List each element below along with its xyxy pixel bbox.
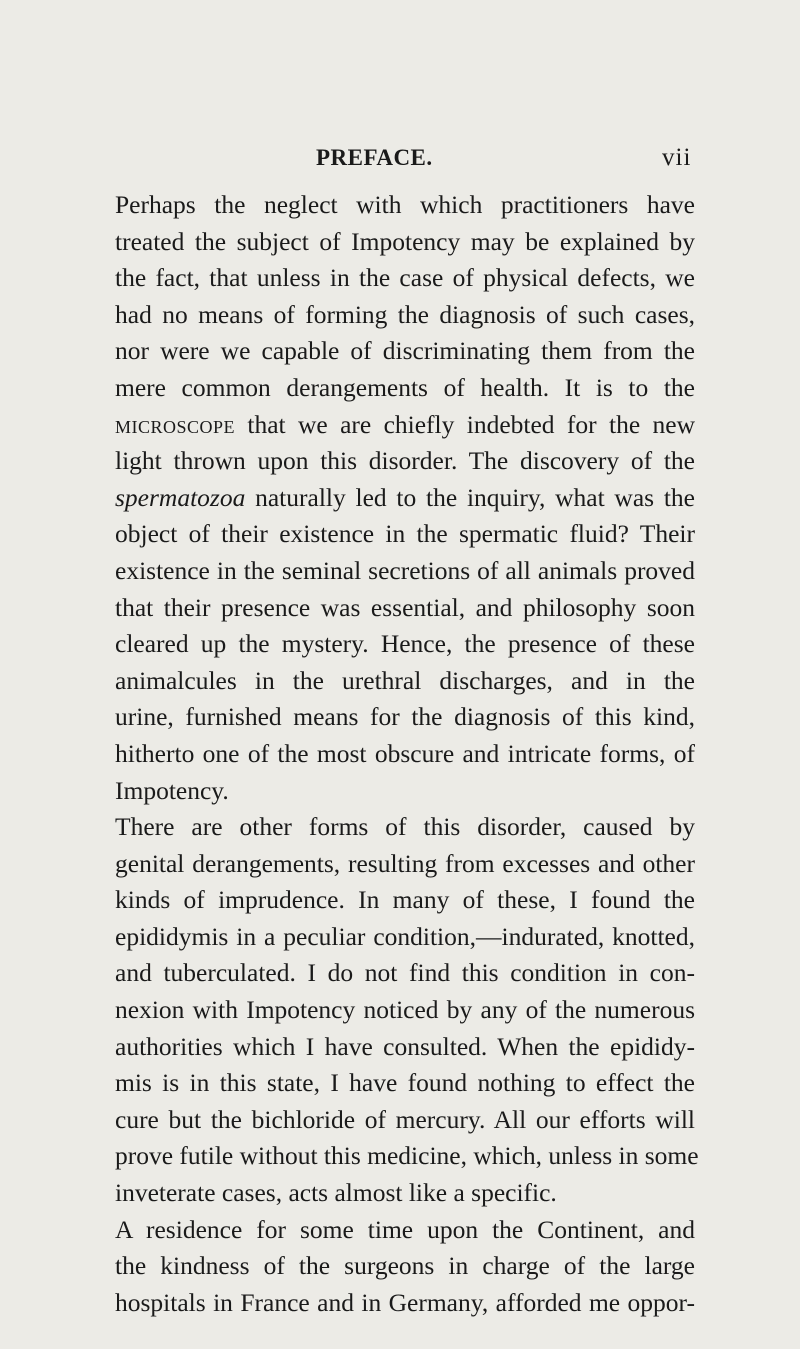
text-line: genital derangements, resulting from excesses and other bbox=[115, 848, 695, 878]
text-line: epididymis in a peculiar condition,—indurated, knotted, bbox=[115, 921, 695, 951]
italic-term: spermatozoa bbox=[115, 482, 246, 512]
text-line: Impotency. bbox=[115, 775, 229, 805]
text-line: Perhaps the neglect with which practitioners have bbox=[115, 190, 695, 219]
text-line: light thrown upon this disorder. The discovery of the bbox=[115, 446, 695, 476]
text-line: the fact, that unless in the case of physical defects, we bbox=[115, 263, 695, 293]
page-header bbox=[0, 139, 800, 179]
text-line: mis is in this state, I have found nothing to effect the bbox=[115, 1068, 695, 1098]
text-line: cure but the bichloride of mercury. All our efforts will bbox=[115, 1104, 695, 1134]
running-title: PREFACE. bbox=[316, 145, 433, 170]
text-line: object of their existence in the spermatic fluid? Their bbox=[115, 519, 695, 549]
text-line: kinds of imprudence. In many of these, I found the bbox=[115, 885, 695, 915]
body-text bbox=[115, 187, 699, 1321]
text-line: that their presence was essential, and philosophy soon bbox=[115, 592, 695, 622]
text-line: had no means of forming the diagnosis of such cases, bbox=[115, 299, 695, 329]
text-line: A residence for some time upon the Continent, and bbox=[115, 1214, 695, 1244]
text-line: hospitals in France and in Germany, afforded me oppor- bbox=[115, 1287, 695, 1317]
text-line: existence in the seminal secretions of all animals proved bbox=[115, 555, 695, 585]
paragraph-2 bbox=[115, 809, 699, 1212]
text-line: the kindness of the surgeons in charge of the large bbox=[115, 1251, 695, 1281]
text-line bbox=[115, 407, 695, 444]
text-line: nexion with Impotency noticed by any of the numerous bbox=[115, 995, 695, 1025]
page-number: vii bbox=[662, 144, 692, 171]
paragraph-1 bbox=[115, 187, 695, 809]
text-line: treated the subject of Impotency may be explained by bbox=[115, 226, 695, 256]
text-line: authorities which I have consulted. When the epididy- bbox=[115, 1031, 695, 1061]
text-line: and tuberculated. I do not find this condition in con- bbox=[115, 958, 695, 988]
text-line: nor were we capable of discriminating them from the bbox=[115, 336, 695, 366]
text-line bbox=[115, 480, 695, 517]
text-line: hitherto one of the most obscure and intricate forms, of bbox=[115, 738, 695, 768]
text-line: prove futile without this medicine, which, unless in some bbox=[115, 1141, 699, 1171]
text-line: animalcules in the urethral discharges, and in the bbox=[115, 665, 695, 695]
text-line: cleared up the mystery. Hence, the presence of these bbox=[115, 629, 695, 659]
small-caps-term: microscope bbox=[115, 409, 236, 439]
text-fragment: naturally led to the inquiry, what was the bbox=[245, 482, 695, 512]
text-fragment: that we are chiefly indebted for the new bbox=[235, 409, 695, 439]
paragraph-3 bbox=[115, 1212, 695, 1322]
text-line: There are other forms of this disorder, caused by bbox=[115, 812, 695, 842]
text-line: inveterate cases, acts almost like a specific. bbox=[115, 1178, 557, 1208]
text-line: urine, furnished means for the diagnosis of this kind, bbox=[115, 702, 695, 732]
text-line: mere common derangements of health. It is to the bbox=[115, 372, 695, 402]
